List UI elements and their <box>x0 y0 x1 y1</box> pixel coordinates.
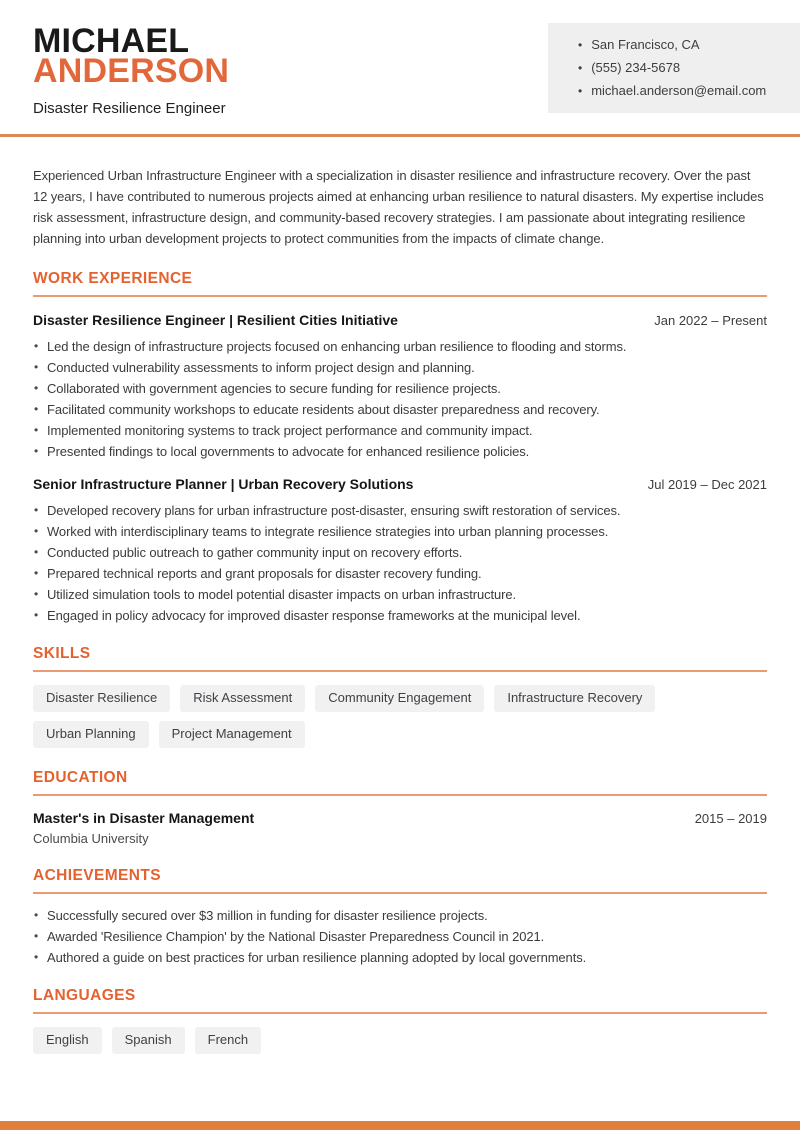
contact-item <box>578 84 788 98</box>
language-pill: French <box>195 1027 261 1054</box>
job-bullet: • Collaborated with government agencies to secure funding for resilience projects. <box>33 380 767 397</box>
job-bullet: • Worked with interdisciplinary teams to integrate resilience strategies into urban planning processes. <box>33 523 767 540</box>
achievement-bullet: • Authored a guide on best practices for urban resilience planning adopted by local governments. <box>33 949 767 966</box>
bullet-icon: • <box>578 84 583 98</box>
skill-pill: Community Engagement <box>315 685 484 712</box>
skill-pill: Infrastructure Recovery <box>494 685 655 712</box>
job-entry-dates: Jul 2019 – Dec 2021 <box>647 477 767 492</box>
job-entry-title: Senior Infrastructure Planner | Urban Recovery Solutions <box>33 476 414 492</box>
contact-card <box>548 23 800 113</box>
resume-body <box>0 165 800 1054</box>
job-bullet: • Led the design of infrastructure projects focused on enhancing urban resilience to flooding and storms. <box>33 338 767 355</box>
job-bullet: • Engaged in policy advocacy for improved disaster response frameworks at the municipal level. <box>33 607 767 624</box>
job-entry-header <box>33 476 767 493</box>
section-divider <box>33 670 767 672</box>
bullet-icon: • <box>578 61 583 75</box>
job-entry-title: Disaster Resilience Engineer | Resilient Cities Initiative <box>33 312 398 328</box>
job-bullet: • Developed recovery plans for urban infrastructure post-disaster, ensuring swift restoration of services. <box>33 502 767 519</box>
section-achievements <box>33 868 767 966</box>
resume-header <box>0 0 800 117</box>
languages-heading: LANGUAGES <box>33 987 136 1004</box>
section-divider <box>33 295 767 297</box>
work-experience-heading: WORK EXPERIENCE <box>33 270 193 287</box>
section-education <box>33 770 767 846</box>
job-bullet: • Prepared technical reports and grant proposals for disaster recovery funding. <box>33 565 767 582</box>
skill-pill: Disaster Resilience <box>33 685 170 712</box>
job-entry-dates: Jan 2022 – Present <box>654 313 767 328</box>
skills-heading: SKILLS <box>33 645 91 662</box>
achievements-heading: ACHIEVEMENTS <box>33 867 161 884</box>
contact-text: San Francisco, CA <box>591 37 700 52</box>
education-degree: Master's in Disaster Management <box>33 810 255 826</box>
job-bullet-list <box>33 338 767 460</box>
skill-pill: Risk Assessment <box>180 685 305 712</box>
skill-pill: Project Management <box>159 721 305 748</box>
achievement-list <box>33 907 767 966</box>
job-bullet: • Presented findings to local governments to advocate for enhanced resilience policies. <box>33 443 767 460</box>
bullet-icon: • <box>578 38 583 52</box>
job-bullet: • Implemented monitoring systems to track project performance and community impact. <box>33 422 767 439</box>
education-school: Columbia University <box>33 831 149 846</box>
skill-pill: Urban Planning <box>33 721 149 748</box>
education-heading: EDUCATION <box>33 769 128 786</box>
job-entry <box>33 476 767 624</box>
section-languages <box>33 988 767 1054</box>
section-divider <box>33 1012 767 1014</box>
job-bullet: • Conducted public outreach to gather community input on recovery efforts. <box>33 544 767 561</box>
first-name: MICHAEL <box>33 22 190 60</box>
section-skills <box>33 646 767 748</box>
contact-item <box>578 38 788 52</box>
section-divider <box>33 892 767 894</box>
contact-text: michael.anderson@email.com <box>591 83 767 98</box>
section-work-experience <box>33 271 767 624</box>
summary-paragraph: Experienced Urban Infrastructure Engineer with a specialization in disaster resilience and infrastructure recovery. Over the past 12 years, I have contributed to numerous projects aimed at enhancing urban resilience to natural disasters. My expertise includes risk assessment, infrastructure design, and community-based recovery strategies. I am passionate about integrating resilience planning into urban development projects to protect communities from the impacts of climate change. <box>33 168 764 246</box>
contact-item <box>578 61 788 75</box>
language-pill-list <box>33 1027 767 1054</box>
language-pill: English <box>33 1027 102 1054</box>
education-dates: 2015 – 2019 <box>694 811 767 826</box>
language-pill: Spanish <box>112 1027 185 1054</box>
skill-pill-list <box>33 685 767 748</box>
footer-accent-bar <box>0 1121 800 1130</box>
job-entry <box>33 312 767 460</box>
job-list <box>33 312 767 624</box>
job-bullet: • Facilitated community workshops to educate residents about disaster preparedness and recovery. <box>33 401 767 418</box>
achievement-bullet: • Successfully secured over $3 million in funding for disaster resilience projects. <box>33 907 767 924</box>
header-divider <box>0 134 800 137</box>
job-bullet-list <box>33 502 767 624</box>
contact-text: (555) 234-5678 <box>591 60 681 75</box>
last-name: ANDERSON <box>33 52 230 90</box>
job-bullet: • Utilized simulation tools to model potential disaster impacts on urban infrastructure. <box>33 586 767 603</box>
achievement-bullet: • Awarded 'Resilience Champion' by the National Disaster Preparedness Council in 2021. <box>33 928 767 945</box>
job-headline: Disaster Resilience Engineer <box>33 100 226 117</box>
job-entry-header <box>33 312 767 329</box>
education-entry-header <box>33 810 767 827</box>
section-divider <box>33 794 767 796</box>
job-bullet: • Conducted vulnerability assessments to inform project design and planning. <box>33 359 767 376</box>
